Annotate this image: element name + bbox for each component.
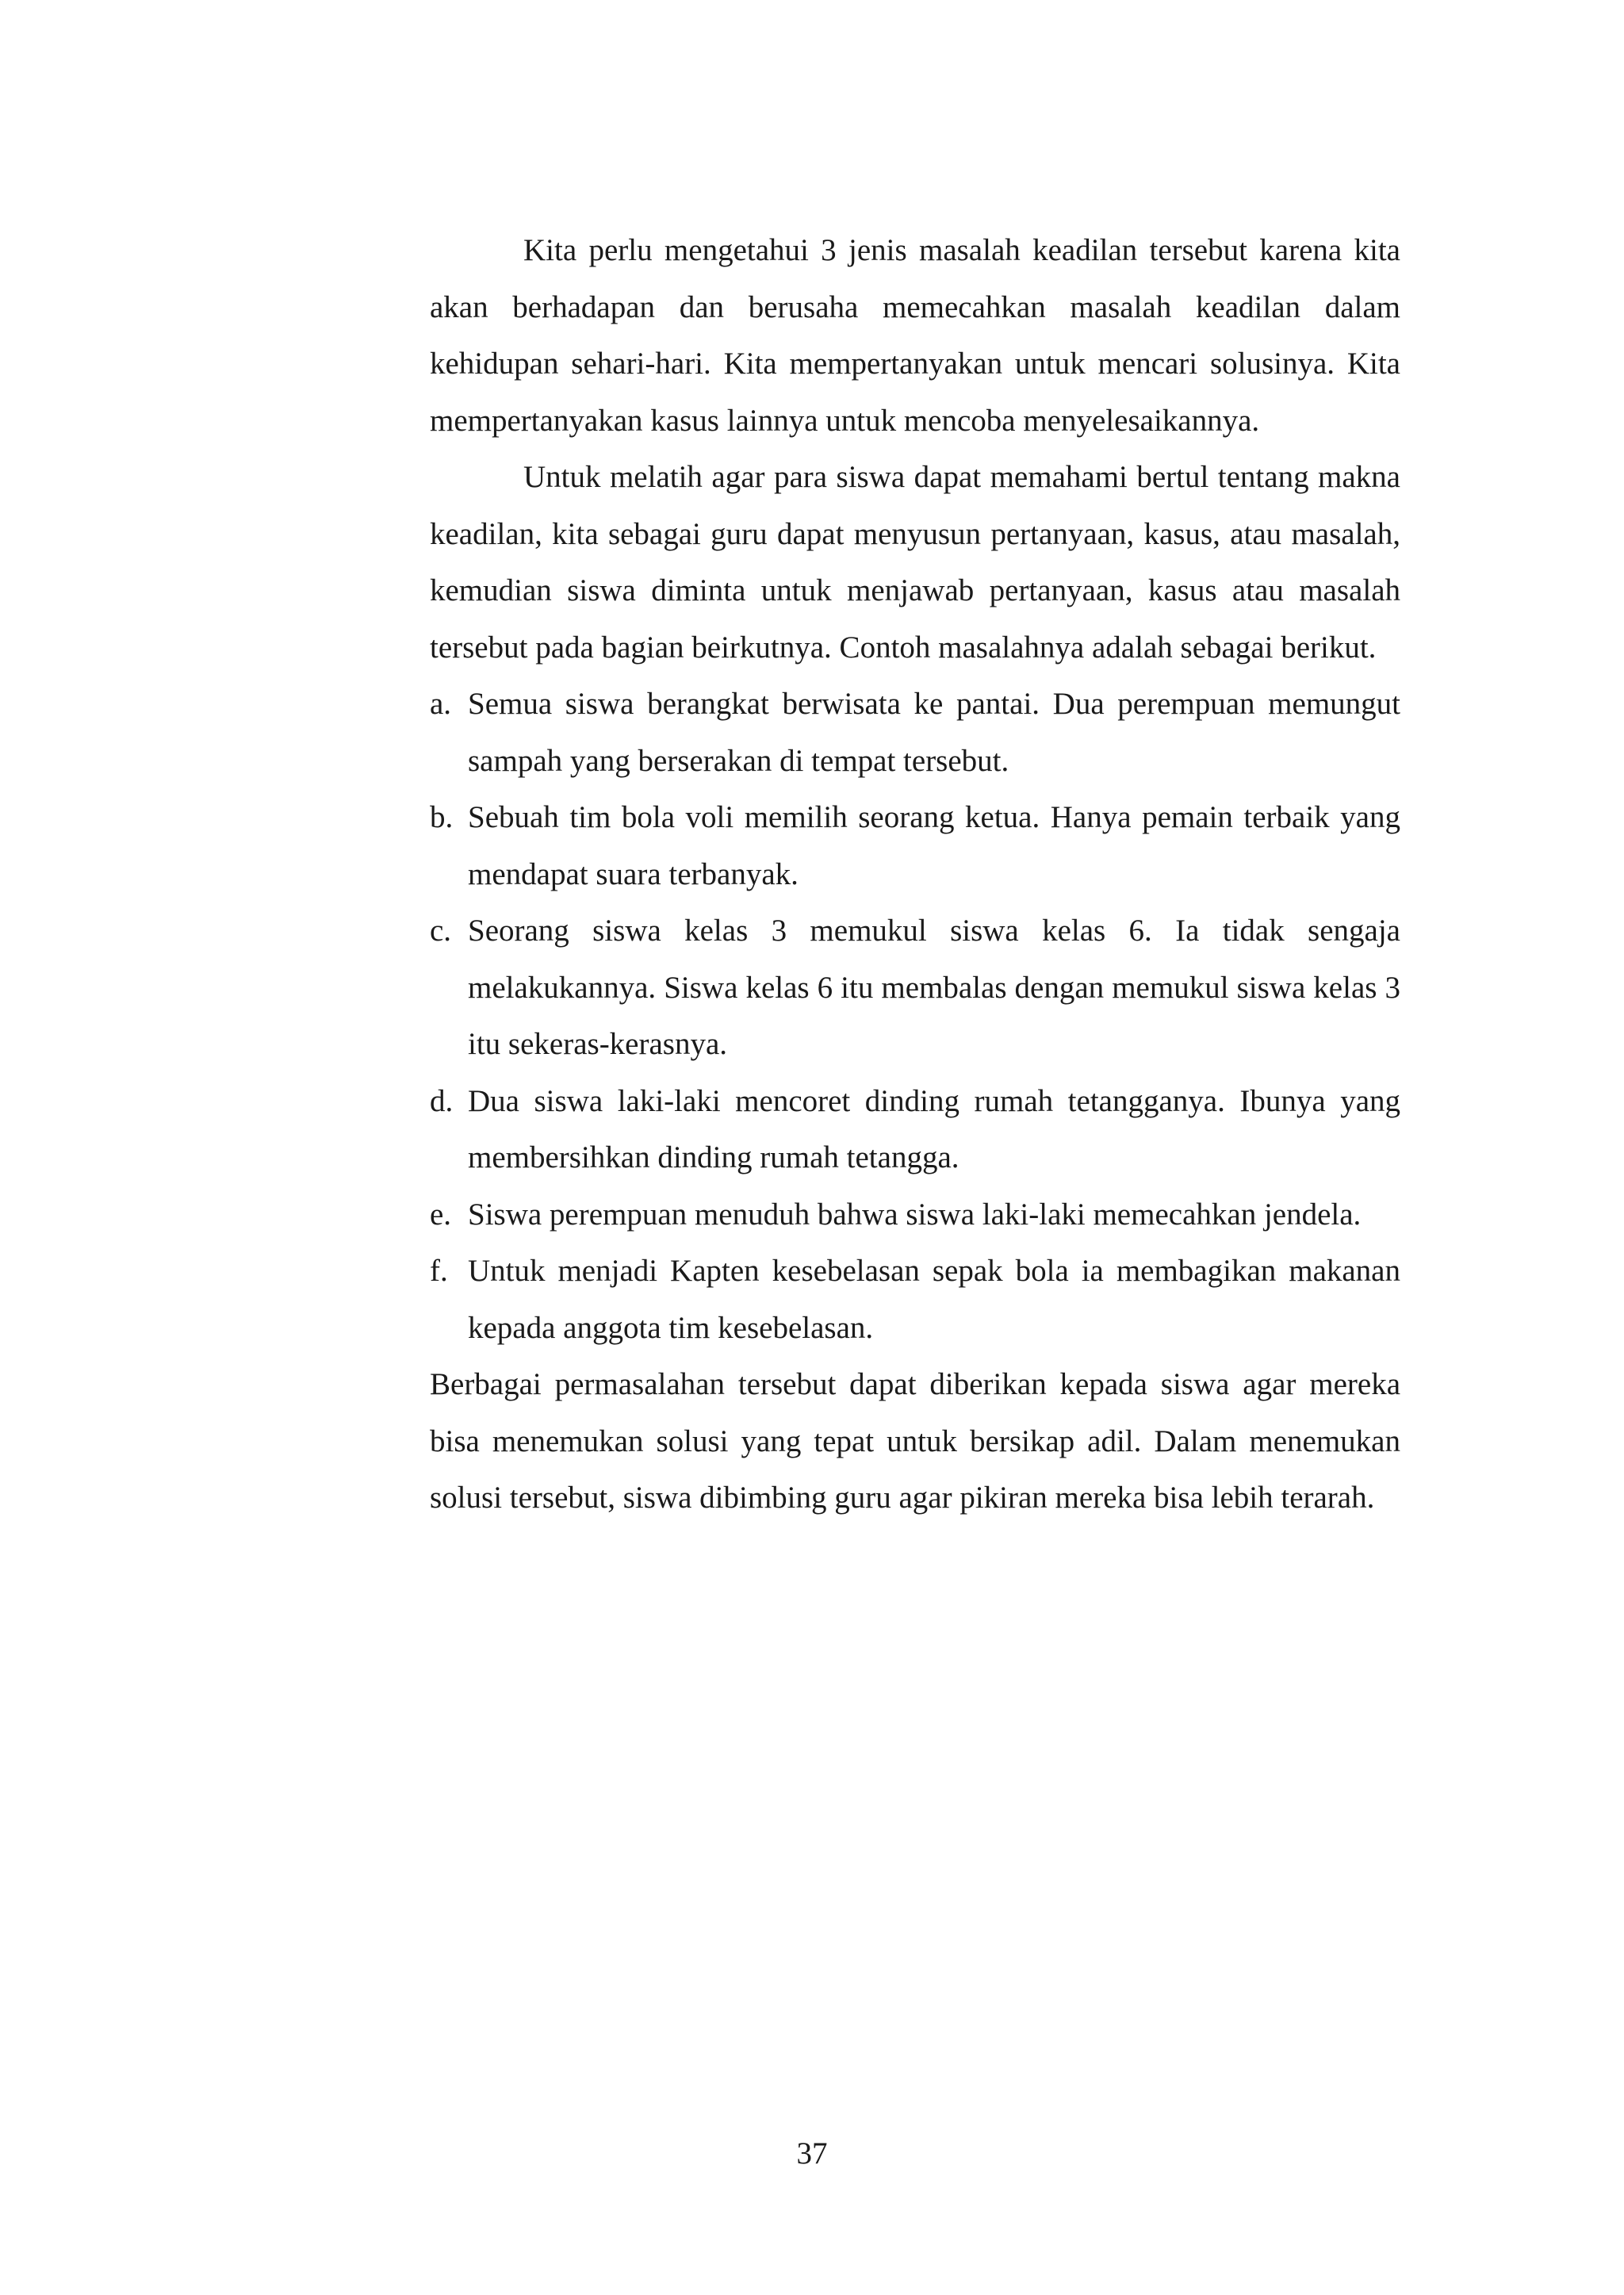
list-marker: e. <box>430 1197 452 1232</box>
page-body <box>430 222 1400 1527</box>
list-item <box>430 1186 1400 1243</box>
list-item <box>430 902 1400 1073</box>
list-marker: a. <box>430 687 452 721</box>
list-item <box>430 1243 1400 1356</box>
case-list <box>430 676 1400 1356</box>
paragraph-exercise: Untuk melatih agar para siswa dapat memahami bertul tentang makna keadilan, kita sebagai guru dapat menyusun pertanyaan, kasus, atau masalah, kemudian siswa diminta untuk menjawab pertanyaan, kasus atau masalah tersebut pada bagian beirkutnya. Contoh masalahnya adalah sebagai berikut. <box>430 460 1400 665</box>
list-marker: b. <box>430 800 454 834</box>
paragraph-intro: Kita perlu mengetahui 3 jenis masalah keadilan tersebut karena kita akan berhadapan dan berusaha memecahkan masalah keadilan dalam kehidupan sehari-hari. Kita mempertanyakan untuk mencari solusinya. Kita mempertanyakan kasus lainnya untuk mencoba menyelesaikannya. <box>430 233 1400 438</box>
page-number: 37 <box>796 2136 828 2170</box>
list-item-text: Dua siswa laki-laki mencoret dinding rumah tetangganya. Ibunya yang membersihkan dinding rumah tetangga. <box>468 1083 1400 1174</box>
list-item <box>430 789 1400 902</box>
list-marker: f. <box>430 1254 448 1288</box>
list-marker: d. <box>430 1083 454 1118</box>
list-item-text: Seorang siswa kelas 3 memukul siswa kelas 6. Ia tidak sengaja melakukannya. Siswa kelas 6 itu membalas dengan memukul siswa kelas 3 itu sekeras-kerasnya. <box>468 914 1400 1061</box>
list-item-text: Sebuah tim bola voli memilih seorang ketua. Hanya pemain terbaik yang mendapat suara terbanyak. <box>468 800 1400 891</box>
list-item <box>430 676 1400 789</box>
list-marker: c. <box>430 914 452 948</box>
list-item-text: Semua siswa berangkat berwisata ke pantai. Dua perempuan memungut sampah yang berserakan di tempat tersebut. <box>468 687 1400 778</box>
list-item-text: Siswa perempuan menuduh bahwa siswa laki-laki memecahkan jendela. <box>468 1197 1362 1232</box>
paragraph-conclusion: Berbagai permasalahan tersebut dapat diberikan kepada siswa agar mereka bisa menemukan solusi yang tepat untuk bersikap adil. Dalam menemukan solusi tersebut, siswa dibimbing guru agar pikiran mereka bisa lebih terarah. <box>430 1367 1400 1515</box>
list-item-text: Untuk menjadi Kapten kesebelasan sepak bola ia membagikan makanan kepada anggota tim kesebelasan. <box>468 1254 1400 1345</box>
list-item <box>430 1073 1400 1186</box>
